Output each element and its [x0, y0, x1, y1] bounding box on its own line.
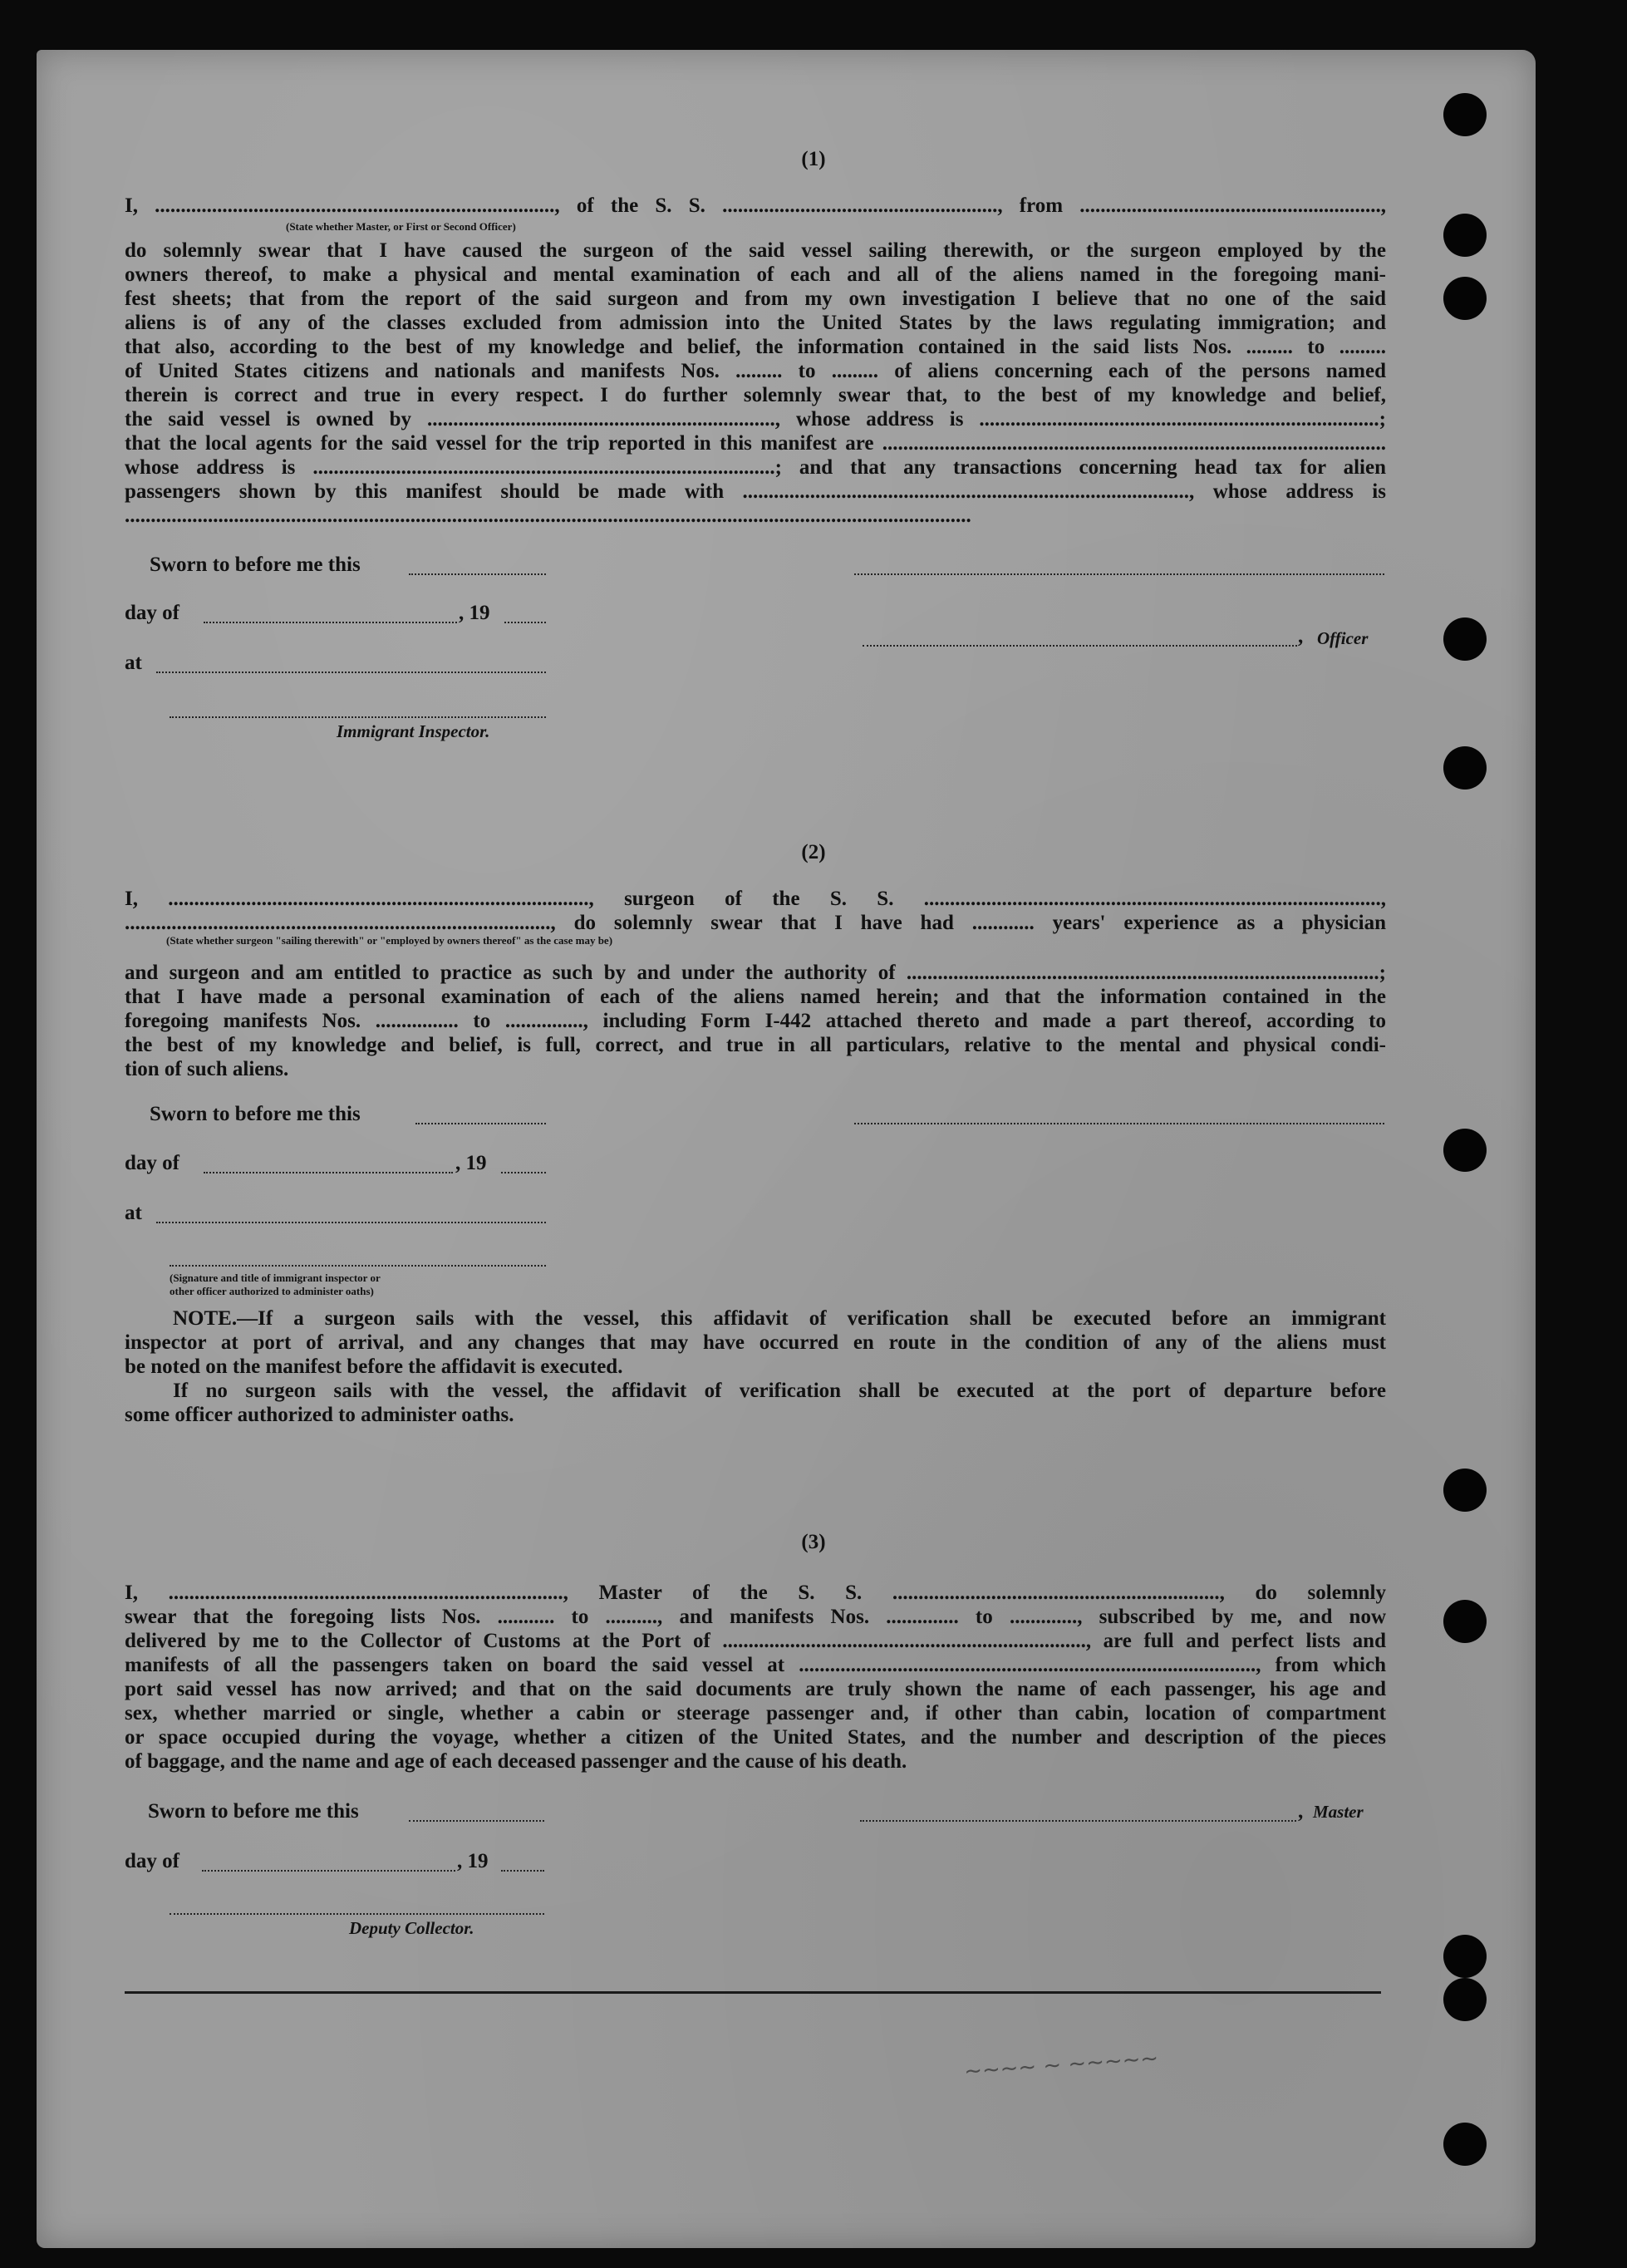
- section-2-line: the best of my knowledge and belief, is full, correct, and true in all particulars, relative to the mental and physical condi-: [125, 1034, 1386, 1056]
- officer-caption: (State whether Master, or First or Second Officer): [286, 220, 516, 233]
- day-of-label: day of: [125, 602, 179, 624]
- handwritten-marks: ~~~~ ~ ~~~~~: [963, 2045, 1160, 2085]
- punch-hole: [1443, 2123, 1487, 2166]
- at-label: at: [125, 652, 142, 674]
- section-2-line: .................................................................................., do solemnly swear that I have had ............ years' experience as a physician: [125, 912, 1386, 934]
- day-line: [202, 1870, 455, 1872]
- section-1-line: ...................................................................................................................................................................: [125, 504, 971, 527]
- year-line: [504, 622, 546, 623]
- section-2-line: foregoing manifests Nos. ................ to ..............., including Form I-442 attached thereto and made a part thereof, according to: [125, 1010, 1386, 1032]
- punch-hole: [1443, 277, 1487, 320]
- note-line: inspector at port of arrival, and any changes that may have occurred en route in the condition of any of the aliens must: [125, 1331, 1386, 1354]
- note-line: If no surgeon sails with the vessel, the affidavit of verification shall be executed at the port of departure before: [173, 1380, 1386, 1402]
- sworn-line: [415, 1123, 546, 1124]
- officer-signature-line-top: [854, 573, 1384, 575]
- section-1-line: do solemnly swear that I have caused the surgeon of the said vessel sailing therewith, or the surgeon employed by the: [125, 239, 1386, 262]
- punch-hole: [1443, 1935, 1487, 1978]
- punch-hole: [1443, 1600, 1487, 1643]
- signature-caption: other officer authorized to administer oaths): [170, 1285, 374, 1297]
- officer-signature-line: [863, 645, 1297, 647]
- section-1-number: (1): [801, 148, 826, 170]
- officer-comma: ,: [1298, 625, 1304, 647]
- punch-hole: [1443, 746, 1487, 790]
- note-line: NOTE.—If a surgeon sails with the vessel, this affidavit of verification shall be executed before an immigrant: [173, 1307, 1386, 1330]
- immigrant-inspector-label: Immigrant Inspector.: [337, 721, 490, 741]
- section-2-line: and surgeon and am entitled to practice as such by and under the authority of ...........................................................................................;: [125, 962, 1386, 984]
- punch-hole: [1443, 93, 1487, 136]
- sworn-line: [409, 1820, 544, 1822]
- at-label: at: [125, 1202, 142, 1224]
- sworn-line: [409, 573, 546, 575]
- section-3-line: manifests of all the passengers taken on board the said vessel at ........................................................................................, from which: [125, 1654, 1386, 1676]
- year-prefix: , 19: [455, 1152, 487, 1174]
- section-3-line: I, ............................................................................, Master of the S. S. ..............................................................., do solemnly: [125, 1582, 1386, 1604]
- section-2-number: (2): [801, 841, 826, 863]
- section-3-line: port said vessel has now arrived; and that on the said documents are truly shown the name of each passenger, his age and: [125, 1678, 1386, 1700]
- inspector-signature-line: [170, 1265, 546, 1267]
- master-label: Master: [1313, 1802, 1364, 1822]
- section-1-line: that the local agents for the said vessel for the trip reported in this manifest are .................................................................................................: [125, 432, 1386, 455]
- year-line: [501, 1172, 546, 1173]
- section-1-line: fest sheets; that from the report of the said surgeon and from my own investigation I believe that no one of the said: [125, 288, 1386, 310]
- collector-signature-line: [170, 1913, 544, 1915]
- section-1-line: whose address is .........................................................................................; and that any transactions concerning head tax for alien: [125, 456, 1386, 479]
- officer-label: Officer: [1317, 628, 1369, 648]
- section-1-line: of United States citizens and nationals and manifests Nos. ......... to ......... of aliens concerning each of the persons named: [125, 360, 1386, 382]
- surgeon-caption: (State whether surgeon "sailing therewith" or "employed by owners thereof" as the case may be): [166, 934, 613, 947]
- section-2-line: that I have made a personal examination of each of the aliens named herein; and that the information contained in the: [125, 986, 1386, 1008]
- day-of-label: day of: [125, 1850, 179, 1872]
- sworn-label: Sworn to before me this: [150, 553, 361, 576]
- year-prefix: , 19: [457, 1850, 489, 1872]
- section-3-line: of baggage, and the name and age of each deceased passenger and the cause of his death.: [125, 1750, 907, 1773]
- section-1-line: therein is correct and true in every respect. I do further solemnly swear that, to the best of my knowledge and belief,: [125, 384, 1386, 406]
- day-line: [204, 1172, 453, 1173]
- section-1-line: aliens is of any of the classes excluded from admission into the United States by the laws regulating immigration; and: [125, 312, 1386, 334]
- signature-caption: (Signature and title of immigrant inspector or: [170, 1272, 381, 1284]
- master-signature-line: [860, 1820, 1296, 1822]
- inspector-signature-line: [170, 716, 546, 718]
- section-3-line: swear that the foregoing lists Nos. ........... to .........., and manifests Nos. .............. to ............., subscribed by me, and now: [125, 1606, 1386, 1628]
- punch-hole: [1443, 1978, 1487, 2021]
- deputy-collector-label: Deputy Collector.: [349, 1918, 474, 1938]
- section-2-line: I, ................................................................................., surgeon of the S. S. ........................................................................................,: [125, 888, 1386, 910]
- sworn-label: Sworn to before me this: [148, 1800, 359, 1823]
- at-line: [156, 1222, 546, 1223]
- punch-hole: [1443, 214, 1487, 257]
- master-comma: ,: [1298, 1800, 1304, 1823]
- day-of-label: day of: [125, 1152, 179, 1174]
- section-1-line: passengers shown by this manifest should be made with ......................................................................................, whose address is: [125, 480, 1386, 503]
- section-3-line: sex, whether married or single, whether a cabin or steerage passenger and, if other than cabin, location of compartment: [125, 1702, 1386, 1724]
- section-3-line: delivered by me to the Collector of Customs at the Port of ......................................................................, are full and perfect lists and: [125, 1630, 1386, 1652]
- bottom-rule: [125, 1991, 1381, 1994]
- note-line: some officer authorized to administer oaths.: [125, 1404, 514, 1426]
- sworn-label: Sworn to before me this: [150, 1103, 361, 1125]
- signature-line: [854, 1123, 1384, 1124]
- section-1-line: the said vessel is owned by ..................................................................., whose address is .............................................................................;: [125, 408, 1386, 430]
- day-line: [204, 622, 457, 623]
- section-1-line: I, ............................................................................., of the S. S. ....................................................., from ..........................................................,: [125, 194, 1386, 217]
- at-line: [156, 672, 546, 673]
- punch-hole: [1443, 617, 1487, 661]
- section-3-number: (3): [801, 1531, 826, 1553]
- section-1-line: that also, according to the best of my knowledge and belief, the information contained in the said lists Nos. ......... to .........: [125, 336, 1386, 358]
- note-line: be noted on the manifest before the affidavit is executed.: [125, 1355, 623, 1378]
- section-2-line: tion of such aliens.: [125, 1058, 289, 1080]
- section-1-line: owners thereof, to make a physical and mental examination of each and all of the aliens named in the foregoing mani-: [125, 263, 1386, 286]
- punch-hole: [1443, 1469, 1487, 1512]
- punch-hole: [1443, 1129, 1487, 1172]
- year-line: [501, 1870, 544, 1872]
- year-prefix: , 19: [459, 602, 490, 624]
- section-3-line: or space occupied during the voyage, whether a citizen of the United States, and the number and description of the pieces: [125, 1726, 1386, 1749]
